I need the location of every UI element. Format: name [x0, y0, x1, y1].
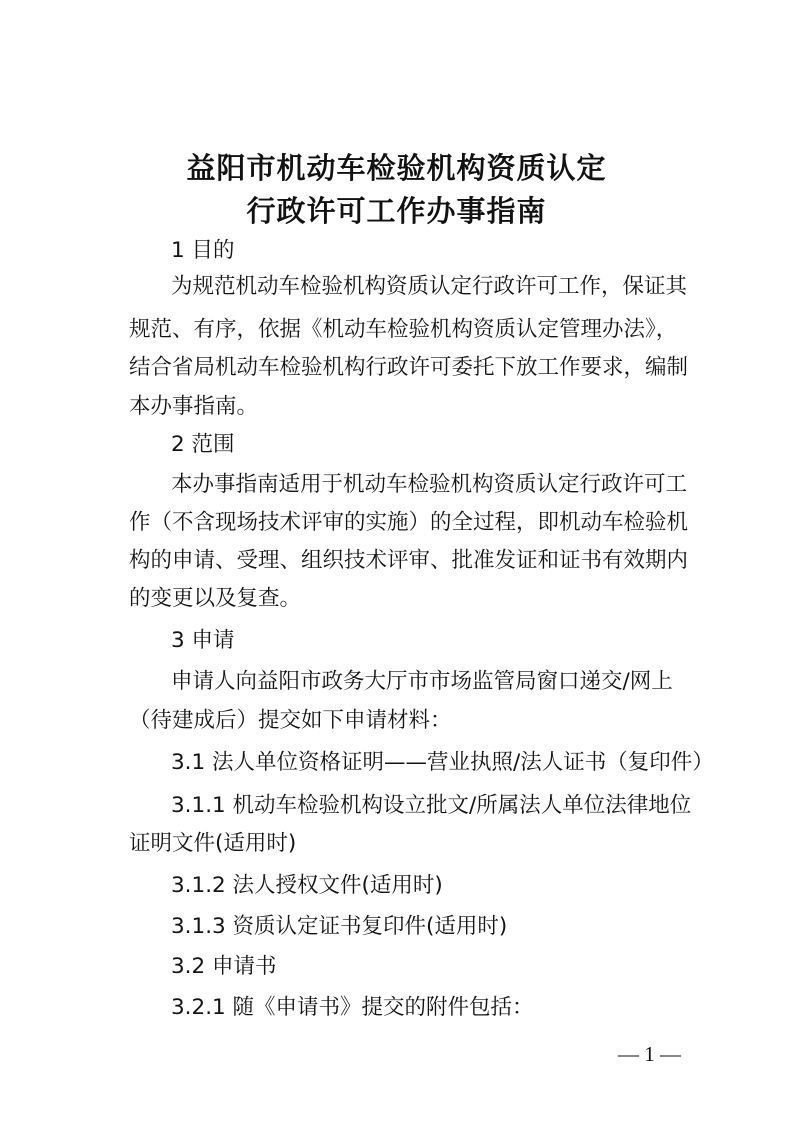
- title-line-2: 行政许可工作办事指南: [246, 194, 547, 228]
- title-line-1: 益阳市机动车检验机构资质认定: [186, 151, 607, 185]
- item-3-2: 3.2 申请书: [171, 954, 277, 979]
- section-1-paragraph-line-1: 为规范机动车检验机构资质认定行政许可工作，保证其: [171, 274, 688, 299]
- section-1-paragraph-line-4: 本办事指南。: [129, 394, 259, 419]
- item-3-2-1: 3.2.1 随《申请书》提交的附件包括：: [171, 995, 534, 1020]
- section-2-paragraph-line-3: 构的申请、受理、组织技术评审、批准发证和证书有效期内: [129, 548, 689, 573]
- section-2-paragraph-line-2: 作（不含现场技术评审的实施）的全过程，即机动车检验机: [129, 510, 689, 535]
- item-3-1: 3.1 法人单位资格证明——营业执照/法人证书（复印件）: [171, 750, 714, 775]
- item-3-1-3: 3.1.3 资质认定证书复印件(适用时): [171, 914, 508, 939]
- item-3-1-1-line-1: 3.1.1 机动车检验机构设立批文/所属法人单位法律地位: [171, 793, 692, 818]
- section-3-paragraph-line-2: （待建成后）提交如下申请材料：: [129, 708, 452, 733]
- section-3-paragraph-line-1: 申请人向益阳市政务大厅市市场监管局窗口递交/网上: [171, 669, 673, 694]
- section-2-paragraph-line-1: 本办事指南适用于机动车检验机构资质认定行政许可工: [171, 472, 688, 497]
- section-1-heading: 1 目的: [171, 238, 235, 263]
- section-3-heading: 3 申请: [171, 628, 235, 653]
- page-number: — 1 —: [618, 1042, 681, 1066]
- section-2-heading: 2 范围: [171, 432, 235, 457]
- section-1-paragraph-line-2: 规范、有序，依据《机动车检验机构资质认定管理办法》，: [129, 317, 678, 342]
- item-3-1-2: 3.1.2 法人授权文件(适用时): [171, 873, 443, 898]
- section-1-paragraph-line-3: 结合省局机动车检验机构行政许可委托下放工作要求，编制: [129, 355, 689, 380]
- section-2-paragraph-line-4: 的变更以及复查。: [129, 586, 302, 611]
- item-3-1-1-line-2: 证明文件(适用时): [129, 831, 297, 856]
